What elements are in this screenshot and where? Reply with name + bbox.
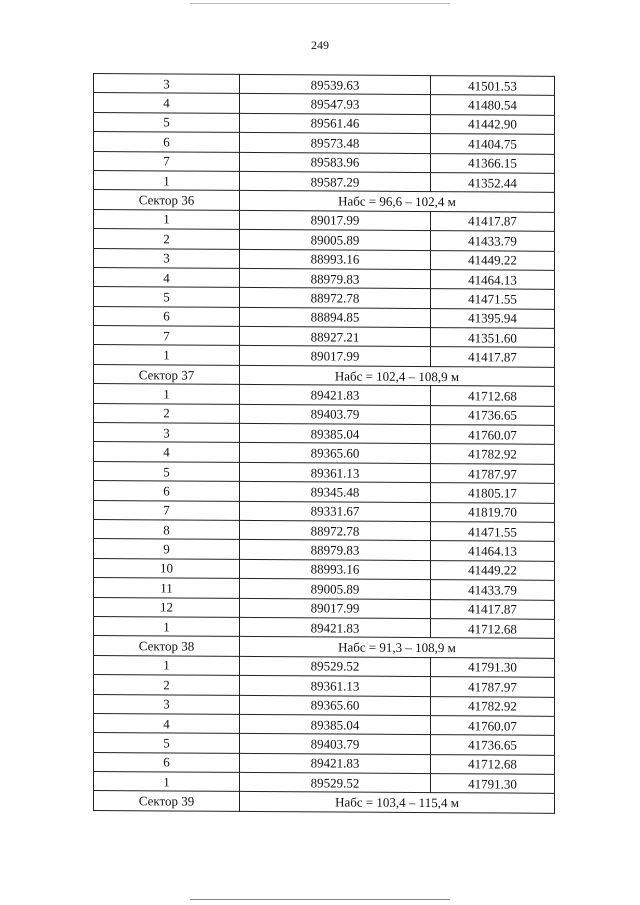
x-coordinate-cell: 89403.79 <box>240 404 431 425</box>
y-coordinate-cell: 41712.68 <box>431 618 555 638</box>
x-coordinate-cell: 89547.93 <box>240 94 431 115</box>
x-coordinate-cell: 88972.78 <box>240 288 431 309</box>
point-number-cell: 4 <box>94 93 240 113</box>
point-number-cell: 1 <box>94 384 240 404</box>
x-coordinate-cell: 89421.83 <box>240 753 431 774</box>
point-number-cell: 1 <box>94 772 240 792</box>
point-number-cell: 3 <box>94 694 240 714</box>
x-coordinate-cell: 89017.99 <box>240 346 431 367</box>
x-coordinate-cell: 89361.13 <box>240 462 431 483</box>
x-coordinate-cell: 88894.85 <box>240 307 431 328</box>
point-number-cell: 9 <box>94 539 240 559</box>
x-coordinate-cell: 89421.83 <box>240 385 431 406</box>
point-number-cell: 11 <box>94 578 240 598</box>
point-number-cell: 1 <box>94 345 240 365</box>
point-number-cell: 12 <box>94 597 240 617</box>
y-coordinate-cell: 41760.07 <box>431 715 555 735</box>
y-coordinate-cell: 41736.65 <box>431 405 555 425</box>
coordinates-table <box>93 73 555 814</box>
point-number-cell: 3 <box>94 74 240 94</box>
x-coordinate-cell: 88979.83 <box>240 540 431 561</box>
sector-label: Сектор 39 <box>94 791 240 811</box>
x-coordinate-cell: 89539.63 <box>240 74 431 95</box>
x-coordinate-cell: 88979.83 <box>240 268 431 289</box>
point-number-cell: 2 <box>94 675 240 695</box>
y-coordinate-cell: 41395.94 <box>431 308 555 328</box>
y-coordinate-cell: 41417.87 <box>431 599 555 619</box>
y-coordinate-cell: 41417.87 <box>431 347 555 367</box>
page-bottom-edge-line <box>190 899 450 900</box>
point-number-cell: 4 <box>94 442 240 462</box>
y-coordinate-cell: 41442.90 <box>431 114 555 134</box>
x-coordinate-cell: 88927.21 <box>240 326 431 347</box>
x-coordinate-cell: 89587.29 <box>240 171 431 192</box>
x-coordinate-cell: 88993.16 <box>240 249 431 270</box>
y-coordinate-cell: 41736.65 <box>431 735 555 755</box>
y-coordinate-cell: 41501.53 <box>431 76 555 96</box>
point-number-cell: 5 <box>94 461 240 481</box>
y-coordinate-cell: 41787.97 <box>431 677 555 697</box>
y-coordinate-cell: 41782.92 <box>431 696 555 716</box>
point-number-cell: 2 <box>94 229 240 249</box>
x-coordinate-cell: 88993.16 <box>240 559 431 580</box>
point-number-cell: 1 <box>94 170 240 190</box>
x-coordinate-cell: 88972.78 <box>240 520 431 541</box>
point-number-cell: 7 <box>94 151 240 171</box>
point-number-cell: 5 <box>94 112 240 132</box>
x-coordinate-cell: 89529.52 <box>240 772 431 793</box>
y-coordinate-cell: 41433.79 <box>431 231 555 251</box>
x-coordinate-cell: 89403.79 <box>240 734 431 755</box>
y-coordinate-cell: 41464.13 <box>431 541 555 561</box>
point-number-cell: 6 <box>94 132 240 152</box>
point-number-cell: 3 <box>94 248 240 268</box>
x-coordinate-cell: 89017.99 <box>240 210 431 231</box>
y-coordinate-cell: 41352.44 <box>431 173 555 193</box>
sector-label: Сектор 36 <box>94 190 240 210</box>
y-coordinate-cell: 41449.22 <box>431 560 555 580</box>
x-coordinate-cell: 89361.13 <box>240 676 431 697</box>
point-number-cell: 5 <box>94 287 240 307</box>
y-coordinate-cell: 41805.17 <box>431 483 555 503</box>
y-coordinate-cell: 41471.55 <box>431 522 555 542</box>
page-top-edge-line <box>190 3 450 4</box>
x-coordinate-cell: 89529.52 <box>240 656 431 677</box>
point-number-cell: 3 <box>94 423 240 443</box>
y-coordinate-cell: 41417.87 <box>431 211 555 231</box>
x-coordinate-cell: 89017.99 <box>240 598 431 619</box>
point-number-cell: 1 <box>94 209 240 229</box>
y-coordinate-cell: 41366.15 <box>431 153 555 173</box>
point-number-cell: 2 <box>94 403 240 423</box>
point-number-cell: 1 <box>94 655 240 675</box>
y-coordinate-cell: 41351.60 <box>431 328 555 348</box>
y-coordinate-cell: 41464.13 <box>431 269 555 289</box>
sector-label: Сектор 37 <box>94 364 240 384</box>
x-coordinate-cell: 89561.46 <box>240 113 431 134</box>
x-coordinate-cell: 89005.89 <box>240 230 431 251</box>
sector-label: Сектор 38 <box>94 636 240 656</box>
x-coordinate-cell: 89583.96 <box>240 152 431 173</box>
y-coordinate-cell: 41433.79 <box>431 580 555 600</box>
sector-height-range: Набс = 102,4 – 108,9 м <box>240 365 555 386</box>
y-coordinate-cell: 41712.68 <box>431 386 555 406</box>
y-coordinate-cell: 41791.30 <box>431 774 555 794</box>
y-coordinate-cell: 41787.97 <box>431 463 555 483</box>
point-number-cell: 4 <box>94 713 240 733</box>
point-number-cell: 6 <box>94 752 240 772</box>
x-coordinate-cell: 89005.89 <box>240 579 431 600</box>
y-coordinate-cell: 41782.92 <box>431 444 555 464</box>
sector-height-range: Набс = 91,3 – 108,9 м <box>240 637 555 658</box>
y-coordinate-cell: 41712.68 <box>431 754 555 774</box>
x-coordinate-cell: 89385.04 <box>240 423 431 444</box>
y-coordinate-cell: 41471.55 <box>431 289 555 309</box>
point-number-cell: 7 <box>94 326 240 346</box>
point-number-cell: 10 <box>94 558 240 578</box>
point-number-cell: 4 <box>94 267 240 287</box>
page-number: 249 <box>311 38 329 52</box>
y-coordinate-cell: 41819.70 <box>431 502 555 522</box>
sector-header-row <box>94 791 555 813</box>
sector-height-range: Набс = 96,6 – 102,4 м <box>240 191 555 212</box>
x-coordinate-cell: 89421.83 <box>240 617 431 638</box>
point-number-cell: 6 <box>94 306 240 326</box>
x-coordinate-cell: 89331.67 <box>240 501 431 522</box>
x-coordinate-cell: 89345.48 <box>240 482 431 503</box>
x-coordinate-cell: 89385.04 <box>240 714 431 735</box>
point-number-cell: 5 <box>94 733 240 753</box>
x-coordinate-cell: 89365.60 <box>240 695 431 716</box>
coordinates-table-body <box>94 74 555 814</box>
point-number-cell: 1 <box>94 616 240 636</box>
y-coordinate-cell: 41760.07 <box>431 425 555 445</box>
sector-height-range: Набс = 103,4 – 115,4 м <box>240 792 555 813</box>
x-coordinate-cell: 89573.48 <box>240 133 431 154</box>
y-coordinate-cell: 41791.30 <box>431 657 555 677</box>
point-number-cell: 6 <box>94 481 240 501</box>
point-number-cell: 7 <box>94 500 240 520</box>
y-coordinate-cell: 41404.75 <box>431 134 555 154</box>
x-coordinate-cell: 89365.60 <box>240 443 431 464</box>
point-number-cell: 8 <box>94 519 240 539</box>
y-coordinate-cell: 41480.54 <box>431 95 555 115</box>
y-coordinate-cell: 41449.22 <box>431 250 555 270</box>
